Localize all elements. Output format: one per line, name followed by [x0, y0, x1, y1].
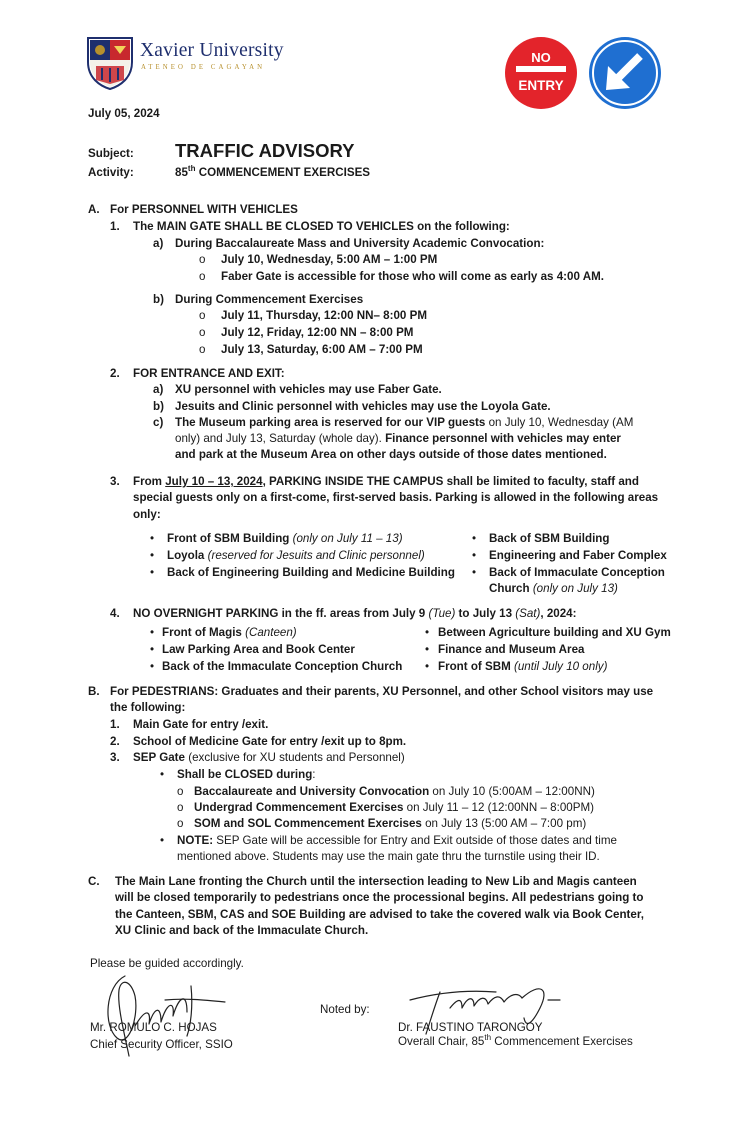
activity-text: 85th COMMENCEMENT EXERCISES: [175, 164, 371, 179]
section-c-marker: C.: [88, 875, 100, 888]
a2-text: FOR ENTRANCE AND EXIT:: [133, 367, 285, 380]
hollow-bullet: o: [199, 309, 206, 322]
hollow-bullet: o: [199, 343, 206, 356]
hollow-bullet: o: [177, 817, 184, 830]
bullet-dot: •: [150, 643, 155, 656]
section-a-title: For PERSONNEL WITH VEHICLES: [110, 203, 298, 216]
a4-left-3: Back of the Immaculate Conception Church: [162, 660, 403, 673]
a1b-bullet-3: July 13, Saturday, 6:00 AM – 7:00 PM: [221, 343, 423, 356]
a4-left-2: Law Parking Area and Book Center: [162, 643, 355, 656]
a2a-text: XU personnel with vehicles may use Faber Gate.: [175, 383, 442, 396]
b3-text: SEP Gate (exclusive for XU students and Personnel): [133, 751, 405, 764]
a3-number: 3.: [110, 475, 120, 488]
a2c-line-1: The Museum parking area is reserved for our VIP guests on July 10, Wednesday (AM: [175, 416, 634, 429]
section-b-line-2: the following:: [110, 701, 186, 714]
closed-item-2: Undergrad Commencement Exercises on July 11 – 12 (12:00NN – 8:00PM): [194, 801, 594, 814]
a2c-marker: c): [153, 416, 164, 429]
no-entry-text-line2: ENTRY: [518, 78, 564, 93]
section-a-marker: A.: [88, 203, 100, 216]
bullet-dot: •: [425, 626, 430, 639]
b3-number: 3.: [110, 751, 120, 764]
bullet-dot: •: [472, 566, 477, 579]
hollow-bullet: o: [199, 270, 206, 283]
a1-number: 1.: [110, 220, 120, 233]
bullet-dot: •: [150, 660, 155, 673]
b2-number: 2.: [110, 735, 120, 748]
guided-text: Please be guided accordingly.: [90, 957, 244, 970]
a2a-marker: a): [153, 383, 164, 396]
keep-left-arrow-sign: [586, 34, 664, 112]
bullet-dot: •: [150, 532, 155, 545]
a1a-bullet-1: July 10, Wednesday, 5:00 AM – 1:00 PM: [221, 253, 438, 266]
activity-label: Activity:: [88, 166, 134, 179]
a1a-text: During Baccalaureate Mass and University Academic Convocation:: [175, 237, 545, 250]
signer-2-name: Dr. FAUSTINO TARONGOY: [398, 1021, 543, 1034]
closed-label: Shall be CLOSED during:: [177, 768, 316, 781]
a4-text: NO OVERNIGHT PARKING in the ff. areas from July 9 (Tue) to July 13 (Sat), 2024:: [133, 607, 577, 620]
a1a-bullet-2: Faber Gate is accessible for those who will come as early as 4:00 AM.: [221, 270, 604, 283]
a4-number: 4.: [110, 607, 120, 620]
a1b-bullet-1: July 11, Thursday, 12:00 NN– 8:00 PM: [221, 309, 427, 322]
a3-line-3: only:: [133, 508, 161, 521]
a3-left-3: Back of Engineering Building and Medicine Building: [167, 566, 455, 579]
a2b-marker: b): [153, 400, 164, 413]
a1b-bullet-2: July 12, Friday, 12:00 NN – 8:00 PM: [221, 326, 414, 339]
hollow-bullet: o: [199, 326, 206, 339]
a3-right-3-cont: Church (only on July 13): [489, 582, 618, 595]
a1-text: The MAIN GATE SHALL BE CLOSED TO VEHICLES on the following:: [133, 220, 510, 233]
hollow-bullet: o: [199, 253, 206, 266]
subject-title: TRAFFIC ADVISORY: [175, 140, 355, 161]
subject-label: Subject:: [88, 147, 134, 160]
a2c-line-2: only) and July 13, Saturday (whole day). Finance personnel with vehicles may enter: [175, 432, 621, 445]
a2c-line-3: and park at the Museum Area on other days outside of those dates mentioned.: [175, 448, 607, 461]
a3-right-2: Engineering and Faber Complex: [489, 549, 667, 562]
signer-1-name: Mr. ROMULO C. HOJAS: [90, 1021, 217, 1034]
section-c-line-4: XU Clinic and back of the Immaculate Church.: [115, 924, 369, 937]
b2-text: School of Medicine Gate for entry /exit up to 8pm.: [133, 735, 407, 748]
a2-number: 2.: [110, 367, 120, 380]
a4-right-2: Finance and Museum Area: [438, 643, 585, 656]
bullet-dot: •: [160, 834, 165, 847]
a1a-marker: a): [153, 237, 164, 250]
university-subtitle: ATENEO DE CAGAYAN: [141, 64, 266, 71]
a3-right-3: Back of Immaculate Conception: [489, 566, 665, 579]
a4-right-1: Between Agriculture building and XU Gym: [438, 626, 671, 639]
a1b-text: During Commencement Exercises: [175, 293, 364, 306]
signer-1-title: Chief Security Officer, SSIO: [90, 1038, 233, 1051]
closed-item-1: Baccalaureate and University Convocation on July 10 (5:00AM – 12:00NN): [194, 785, 595, 798]
section-b-marker: B.: [88, 685, 100, 698]
b1-number: 1.: [110, 718, 120, 731]
bullet-dot: •: [150, 566, 155, 579]
a3-right-1: Back of SBM Building: [489, 532, 610, 545]
note-line-1: NOTE: SEP Gate will be accessible for Entry and Exit outside of those dates and time: [177, 834, 617, 847]
note-line-2: mentioned above. Students may use the main gate thru the turnstile using their ID.: [177, 850, 600, 863]
a4-right-3: Front of SBM (until July 10 only): [438, 660, 608, 673]
bullet-dot: •: [472, 549, 477, 562]
a4-left-1: Front of Magis (Canteen): [162, 626, 297, 639]
section-c-line-3: the Canteen, SBM, CAS and SOE Building are advised to take the covered walk via Book Center,: [115, 908, 644, 921]
bullet-dot: •: [160, 768, 165, 781]
section-c-line-1: The Main Lane fronting the Church until the intersection leading to New Lib and Magis canteen: [115, 875, 637, 888]
a3-line-2: special guests only on a first-come, first-served basis. Parking is allowed in the following areas: [133, 491, 659, 504]
section-c-line-2: will be closed temporarily to pedestrians once the processional begins. All pedestrians going to: [115, 891, 644, 904]
bullet-dot: •: [425, 643, 430, 656]
university-name: Xavier University: [140, 40, 284, 61]
hollow-bullet: o: [177, 801, 184, 814]
a1b-marker: b): [153, 293, 164, 306]
bullet-dot: •: [425, 660, 430, 673]
a2b-text: Jesuits and Clinic personnel with vehicles may use the Loyola Gate.: [175, 400, 551, 413]
signer-2-title: Overall Chair, 85th Commencement Exercises: [398, 1033, 633, 1048]
bullet-dot: •: [150, 549, 155, 562]
b1-text: Main Gate for entry /exit.: [133, 718, 269, 731]
hollow-bullet: o: [177, 785, 184, 798]
a3-left-2: Loyola (reserved for Jesuits and Clinic personnel): [167, 549, 425, 562]
university-crest-logo: [86, 36, 134, 90]
noted-by-label: Noted by:: [320, 1003, 370, 1016]
a3-left-1: Front of SBM Building (only on July 11 – 13): [167, 532, 403, 545]
a3-line-1: From July 10 – 13, 2024, PARKING INSIDE THE CAMPUS shall be limited to faculty, staff and: [133, 475, 639, 488]
no-entry-sign: [502, 34, 580, 112]
section-b-line-1: For PEDESTRIANS: Graduates and their parents, XU Personnel, and other School visitors may use: [110, 685, 654, 698]
no-entry-text-line1: NO: [531, 50, 551, 65]
advisory-date: July 05, 2024: [88, 107, 160, 120]
bullet-dot: •: [150, 626, 155, 639]
closed-item-3: SOM and SOL Commencement Exercises on July 13 (5:00 AM – 7:00 pm): [194, 817, 587, 830]
bullet-dot: •: [472, 532, 477, 545]
